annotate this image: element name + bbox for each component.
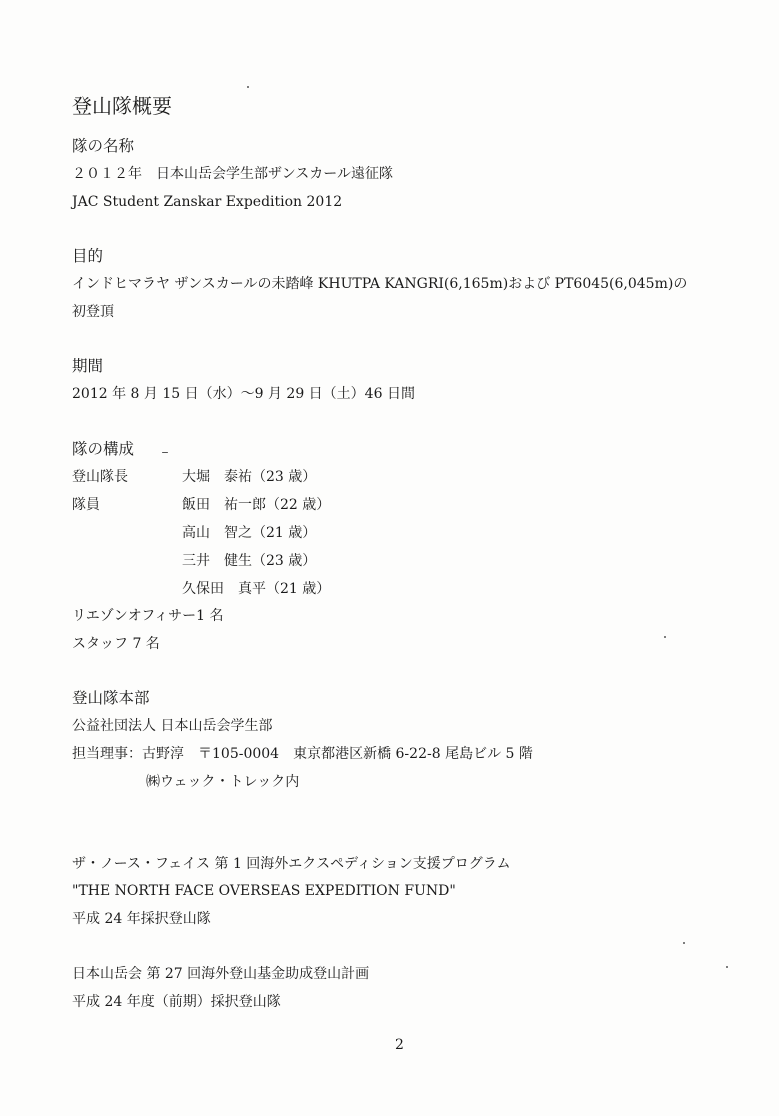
team-name-heading: 隊の名称: [72, 137, 135, 155]
period-text: 2012 年 8 月 15 日（水）〜9 月 29 日（土）46 日間: [72, 386, 415, 402]
hq-heading: 登山隊本部: [72, 689, 150, 707]
scan-speck: [683, 942, 685, 944]
jac-fund: 日本山岳会 第 27 回海外登山基金助成登山計画: [72, 966, 370, 982]
purpose-line-1: インドヒマラヤ ザンスカールの未踏峰 KHUTPA KANGRI(6,165m)および PT6045(6,045m)の: [72, 276, 688, 292]
member-name: 三井 健生（23 歳）: [182, 553, 317, 569]
page-number: 2: [395, 1037, 404, 1053]
scan-speck: [664, 636, 666, 638]
members-heading: 隊の構成: [72, 440, 135, 458]
leader-role: 登山隊長: [72, 469, 128, 485]
member-name: 飯田 祐一郎（22 歳）: [182, 497, 331, 513]
team-name-japanese: ２０１２年 日本山岳会学生部ザンスカール遠征隊: [72, 166, 394, 182]
jac-selection: 平成 24 年度（前期）採択登山隊: [72, 994, 281, 1010]
leader-name: 大堀 泰祐（23 歳）: [182, 469, 317, 485]
purpose-line-2: 初登頂: [72, 304, 114, 320]
member-name: 久保田 真平（21 歳）: [182, 581, 331, 597]
member-name: 高山 智之（21 歳）: [182, 525, 317, 541]
period-heading: 期間: [72, 357, 104, 375]
hq-contact: 担当理事：古野淳 〒105-0004 東京都港区新橋 6-22-8 尾島ビル 5 階: [72, 746, 533, 762]
tnf-program: ザ・ノース・フェイス 第 1 回海外エクスペディション支援プログラム: [72, 856, 511, 872]
hq-care-of: ㈱ウェック・トレック内: [146, 774, 300, 790]
hq-organization: 公益社団法人 日本山岳会学生部: [72, 718, 273, 734]
scan-speck: [247, 86, 249, 88]
page-title: 登山隊概要: [72, 94, 172, 118]
tnf-fund-name: "THE NORTH FACE OVERSEAS EXPEDITION FUND": [72, 883, 456, 899]
liaison-officer: リエゾンオフィサー1 名: [72, 608, 224, 624]
member-role: 隊員: [72, 497, 100, 513]
scan-speck: [726, 966, 728, 968]
team-name-english: JAC Student Zanskar Expedition 2012: [72, 194, 343, 210]
purpose-heading: 目的: [72, 247, 104, 265]
tnf-selection: 平成 24 年採択登山隊: [72, 911, 211, 927]
staff-count: スタッフ 7 名: [72, 636, 160, 652]
scan-speck: [162, 452, 168, 453]
